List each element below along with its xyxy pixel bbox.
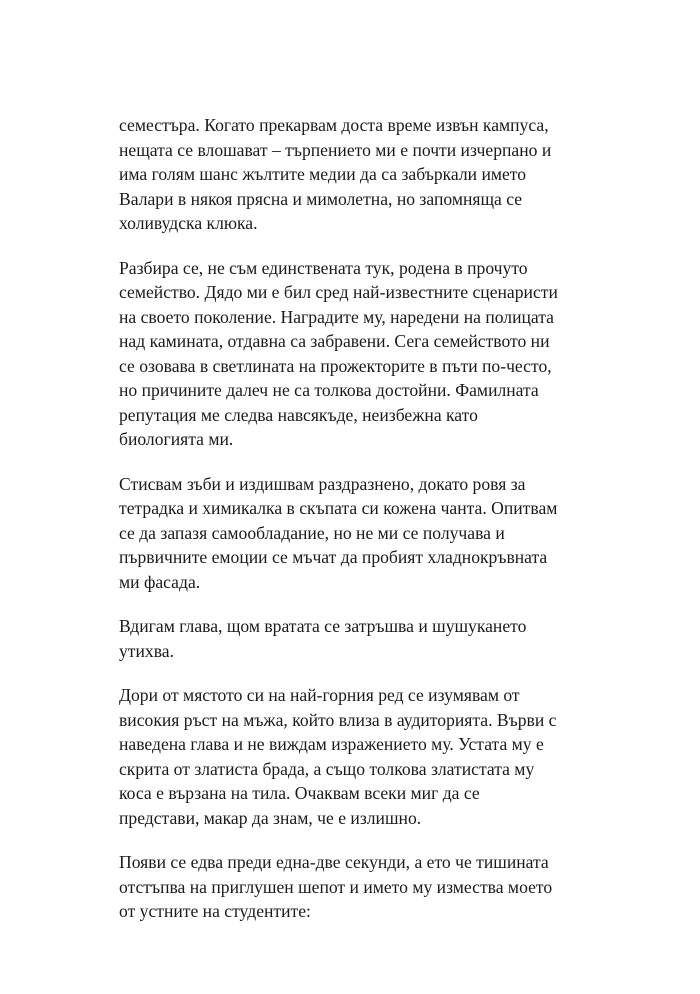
text-line: Стисвам зъби и издишвам раздразнено, докато ровя за <box>119 473 526 494</box>
text-line: ми фасада. <box>119 571 201 592</box>
text-line: високия ръст на мъжа, който влиза в аудиторията. Върви с <box>119 709 557 730</box>
text-line: нещата се влошават – търпението ми е почти изчерпано и <box>119 139 552 160</box>
paragraph <box>119 683 589 830</box>
text-line: Вдигам глава, щом вратата се затръшва и шушукането <box>119 616 527 636</box>
text-line: но причините далеч не са толкова достойни. Фамилната <box>119 380 539 400</box>
paragraph <box>119 850 589 924</box>
paragraph <box>119 256 589 452</box>
text-line: от устните на студентите: <box>119 901 311 921</box>
paragraph <box>119 614 589 663</box>
text-line: холивудска клюка. <box>119 213 258 233</box>
text-line: има голям шанс жълтите медии да са забъркали името <box>119 164 527 184</box>
text-line: се да запазя самообладание, но не ми се получава и <box>119 522 505 543</box>
text-line: отстъпва на приглушен шепот и името му измества моето <box>119 876 553 897</box>
text-line: първичните емоции се мъчат да пробият хладнокръвната <box>119 547 548 567</box>
text-line: репутация ме следва навсякъде, неизбежна като <box>119 404 478 425</box>
text-line: Валари в някоя прясна и мимолетна, но запомняща се <box>119 188 523 209</box>
text-line: Разбира се, не съм единствената тук, родена в прочуто <box>119 257 528 278</box>
text-line: над камината, отдавна са забравени. Сега семейството ни <box>119 331 550 351</box>
text-line: тетрадка и химикалка в скъпата си кожена чанта. Опитвам <box>119 498 558 518</box>
text-line: се озовава в светлината на прожекторите в пъти по-често, <box>119 355 552 376</box>
text-line: утихва. <box>119 640 174 661</box>
text-line: Появи се едва преди една-две секунди, а ето че тишината <box>119 852 549 872</box>
paragraph <box>119 472 589 595</box>
paragraph <box>119 113 589 236</box>
text-line: Дори от мястото си на най-горния ред се изумявам от <box>119 685 520 705</box>
text-line: скрита от златиста брада, а също толкова златистата му <box>119 758 535 779</box>
text-line: коса е вързана на тила. Очаквам всеки миг да се <box>119 783 480 803</box>
text-line: семестъра. Когато прекарвам доста време извън кампуса, <box>119 115 549 135</box>
text-line: на своето поколение. Наградите му, наредени на полицата <box>119 306 554 327</box>
text-line: представи, макар да знам, че е излишно. <box>119 807 422 828</box>
text-column <box>119 113 589 944</box>
text-line: наведена глава и не виждам изражението му. Устата му е <box>119 734 544 754</box>
text-line: биологията ми. <box>119 429 234 449</box>
text-line: семейство. Дядо ми е бил сред най-известните сценаристи <box>119 282 558 302</box>
